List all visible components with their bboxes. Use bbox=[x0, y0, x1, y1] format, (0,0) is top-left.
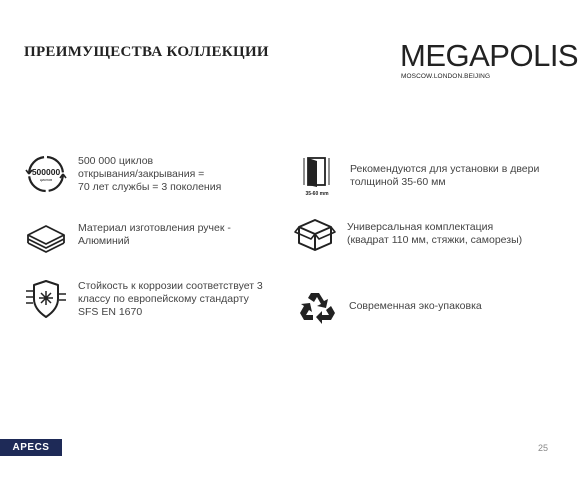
feature-eco-packaging bbox=[295, 284, 482, 328]
feature-cycles bbox=[24, 152, 221, 196]
feature-package-contents bbox=[293, 212, 522, 256]
apecs-logo: APECS bbox=[0, 439, 62, 456]
box-package-icon bbox=[293, 212, 337, 256]
feature-text: Универсальная комплектация (квадрат 110 мм, стяжки, саморезы) bbox=[347, 221, 523, 246]
feature-text: Современная эко-упаковка bbox=[349, 299, 482, 312]
badge-caption: циклов bbox=[39, 178, 53, 182]
corrosion-shield-icon bbox=[24, 277, 68, 321]
feature-text: Стойкость к коррозии соответствует 3 классу по европейскому стандарту SFS EN 1670 bbox=[78, 279, 263, 318]
material-layers-icon bbox=[24, 213, 68, 257]
recycle-icon bbox=[295, 284, 339, 328]
feature-text: Материал изготовления ручек - Алюминий bbox=[78, 222, 231, 247]
logo-tagline: MOSCOW.LONDON.BEIJING bbox=[401, 73, 491, 80]
megapolis-logo bbox=[400, 38, 578, 80]
door-thickness-icon bbox=[296, 154, 340, 198]
page-number: 25 bbox=[537, 443, 548, 453]
logo-name: MEGAPOLIS bbox=[400, 38, 578, 73]
page-title: ПРЕИМУЩЕСТВА КОЛЛЕКЦИИ bbox=[24, 44, 269, 60]
door-thickness-label: 35-60 mm bbox=[305, 191, 329, 197]
cycles-badge-icon bbox=[24, 152, 68, 196]
feature-material bbox=[24, 213, 231, 257]
feature-corrosion bbox=[24, 277, 263, 321]
feature-text: Рекомендуются для установки в двери толщиной 35-60 мм bbox=[350, 163, 540, 188]
feature-door-thickness bbox=[296, 154, 539, 198]
badge-number: 500000 bbox=[31, 167, 61, 177]
feature-text: 500 000 циклов открывания/закрывания = 70 лет службы = 3 поколения bbox=[78, 154, 222, 193]
